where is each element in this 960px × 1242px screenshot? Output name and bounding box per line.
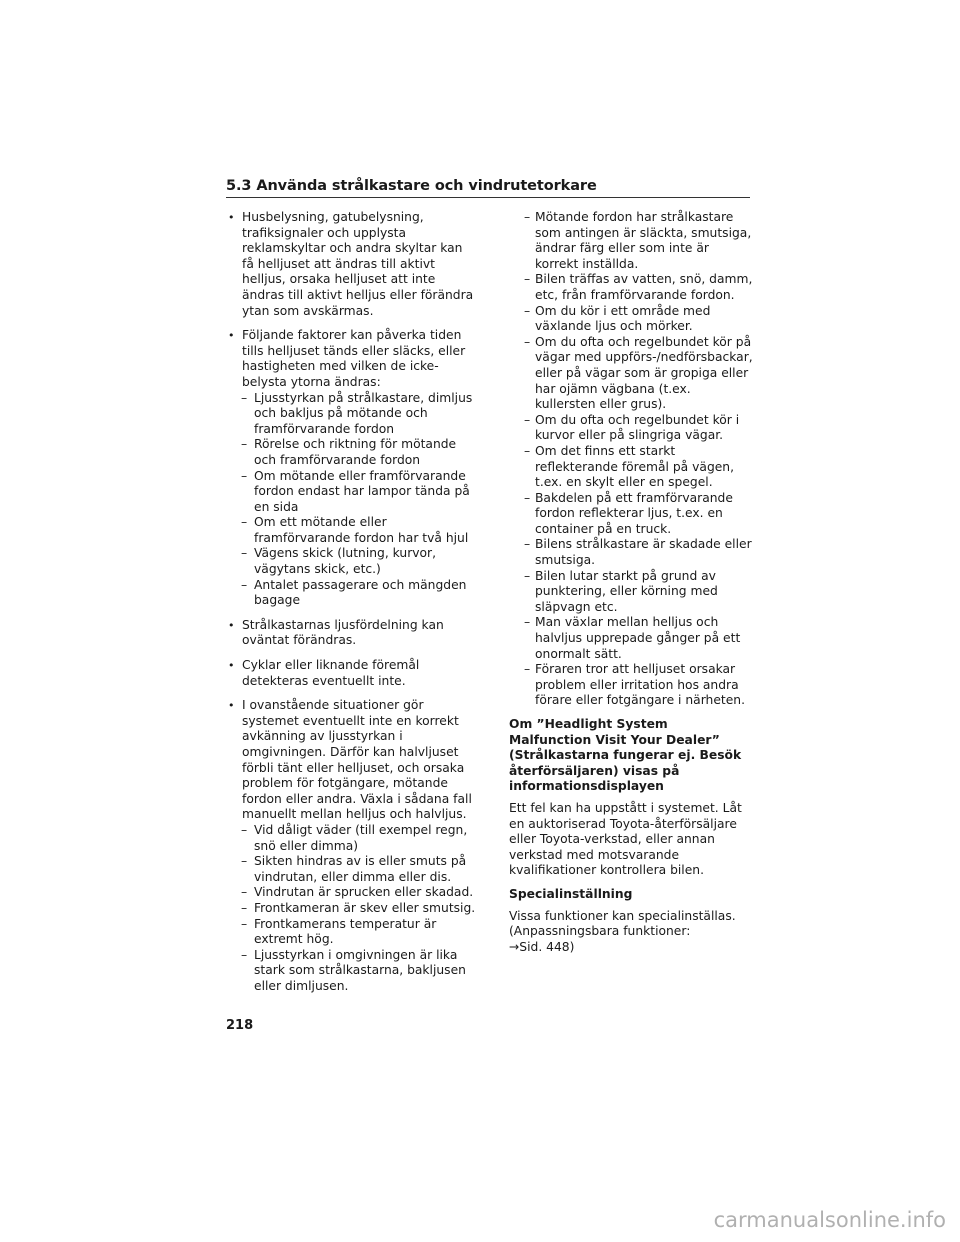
subsection-heading: Specialinställning — [509, 886, 633, 901]
dash-item: – Sikten hindras av is eller smuts på vindrutan, eller dimma eller dis. — [226, 854, 476, 885]
dash-item: – Bilen träffas av vatten, snö, damm, etc, från framförvarande fordon. — [509, 272, 754, 303]
bullet-item: • I ovanstående situationer gör systemet eventuellt inte en korrekt avkänning av ljusstyrkan i omgivningen. Därför kan halvljuset förbli tänt eller helljuset, och orsaka problem för fotgängare, mötande fordon eller andra. Växla i sådana fall manuellt mellan helljus och halvljus. — [226, 698, 476, 823]
dash-item: – Om du ofta och regelbundet kör i kurvor eller på slingriga vägar. — [509, 413, 754, 444]
dash-item: – Ljusstyrkan i omgivningen är lika stark som strålkastarna, bakljusen eller dimljusen. — [226, 948, 476, 995]
paragraph: Ett fel kan ha uppstått i systemet. Låt en auktoriserad Toyota-återförsäljare eller Toyota-verkstad, eller annan verkstad med motsvarande kvalifikationer kontrollera bilen. — [509, 800, 742, 878]
dash-item: – Ljusstyrkan på strålkastare, dimljus och bakljus på mötande och framförvarande fordon — [226, 391, 476, 438]
page-reference-link[interactable]: →Sid. 448) — [509, 939, 575, 954]
bullet-item: • Strålkastarnas ljusfördelning kan oväntat förändras. — [226, 618, 476, 649]
bullet-item: • Cyklar eller liknande föremål detekteras eventuellt inte. — [226, 658, 476, 689]
page-number: 218 — [226, 1018, 254, 1033]
right-column — [509, 210, 754, 963]
dash-item: – Antalet passagerare och mängden bagage — [226, 578, 476, 609]
bullet-text: • Följande faktorer kan påverka tiden tills helljuset tänds eller släcks, eller hastigheten med vilken de icke-belysta ytorna ändras: — [242, 328, 466, 389]
dash-item: – Bilen lutar starkt på grund av punktering, eller körning med släpvagn etc. — [509, 569, 754, 616]
paragraph — [509, 909, 754, 956]
paragraph-text: Vissa funktioner kan specialinställas. (Anpassningsbara funktioner: — [509, 908, 736, 939]
dash-item: – Om du kör i ett område med växlande ljus och mörker. — [509, 304, 754, 335]
dash-item: – Frontkamerans temperatur är extremt hög. — [226, 917, 476, 948]
dash-item: – Vägens skick (lutning, kurvor, vägytans skick, etc.) — [226, 546, 476, 577]
sub-list — [226, 823, 476, 995]
subsection-heading: Om ”Headlight System Malfunction Visit Your Dealer” (Strålkastarna fungerar ej. Besök återförsäljaren) visas på informationsdisplayen — [509, 717, 742, 794]
bullet-item — [226, 328, 476, 390]
dash-item: – Frontkameran är skev eller smutsig. — [226, 901, 476, 917]
dash-item: – Man växlar mellan helljus och halvljus upprepade gånger på ett onormalt sätt. — [509, 615, 754, 662]
dash-item: – Om du ofta och regelbundet kör på vägar med uppförs-/nedförsbackar, eller på vägar som är gropiga eller har ojämn vägbana (t.ex. kullersten eller grus). — [509, 335, 754, 413]
bullet-item: • Husbelysning, gatubelysning, trafiksignaler och upplysta reklamskyltar och andra skyltar kan få helljuset att ändras till aktivt helljus, orsaka helljuset att inte ändras till aktivt helljus eller förändra ytan som avskärmas. — [226, 210, 476, 319]
dash-item: – Vindrutan är sprucken eller skadad. — [226, 885, 476, 901]
dash-item: – Bakdelen på ett framförvarande fordon reflekterar ljus, t.ex. en container på en truck. — [509, 491, 754, 538]
dash-item: – Om ett mötande eller framförvarande fordon har två hjul — [226, 515, 476, 546]
sub-list — [226, 391, 476, 609]
dash-item: – Rörelse och riktning för mötande och framförvarande fordon — [226, 437, 476, 468]
dash-item: – Om det finns ett starkt reflekterande föremål på vägen, t.ex. en skylt eller en spegel. — [509, 444, 754, 491]
section-header: 5.3 Använda strålkastare och vindrutetorkare — [226, 178, 750, 198]
dash-item: – Mötande fordon har strålkastare som antingen är släckta, smutsiga, ändrar färg eller som inte är korrekt inställda. — [509, 210, 754, 272]
dash-item: – Om mötande eller framförvarande fordon endast har lampor tända på en sida — [226, 469, 476, 516]
sub-list — [509, 210, 754, 709]
dash-item: – Bilens strålkastare är skadade eller smutsiga. — [509, 537, 754, 568]
left-column — [226, 210, 476, 995]
dash-item: – Föraren tror att helljuset orsakar problem eller irritation hos andra förare eller fotgängare i närheten. — [509, 662, 754, 709]
dash-item: – Vid dåligt väder (till exempel regn, snö eller dimma) — [226, 823, 476, 854]
watermark: carmanualsonline.info — [713, 1208, 946, 1232]
